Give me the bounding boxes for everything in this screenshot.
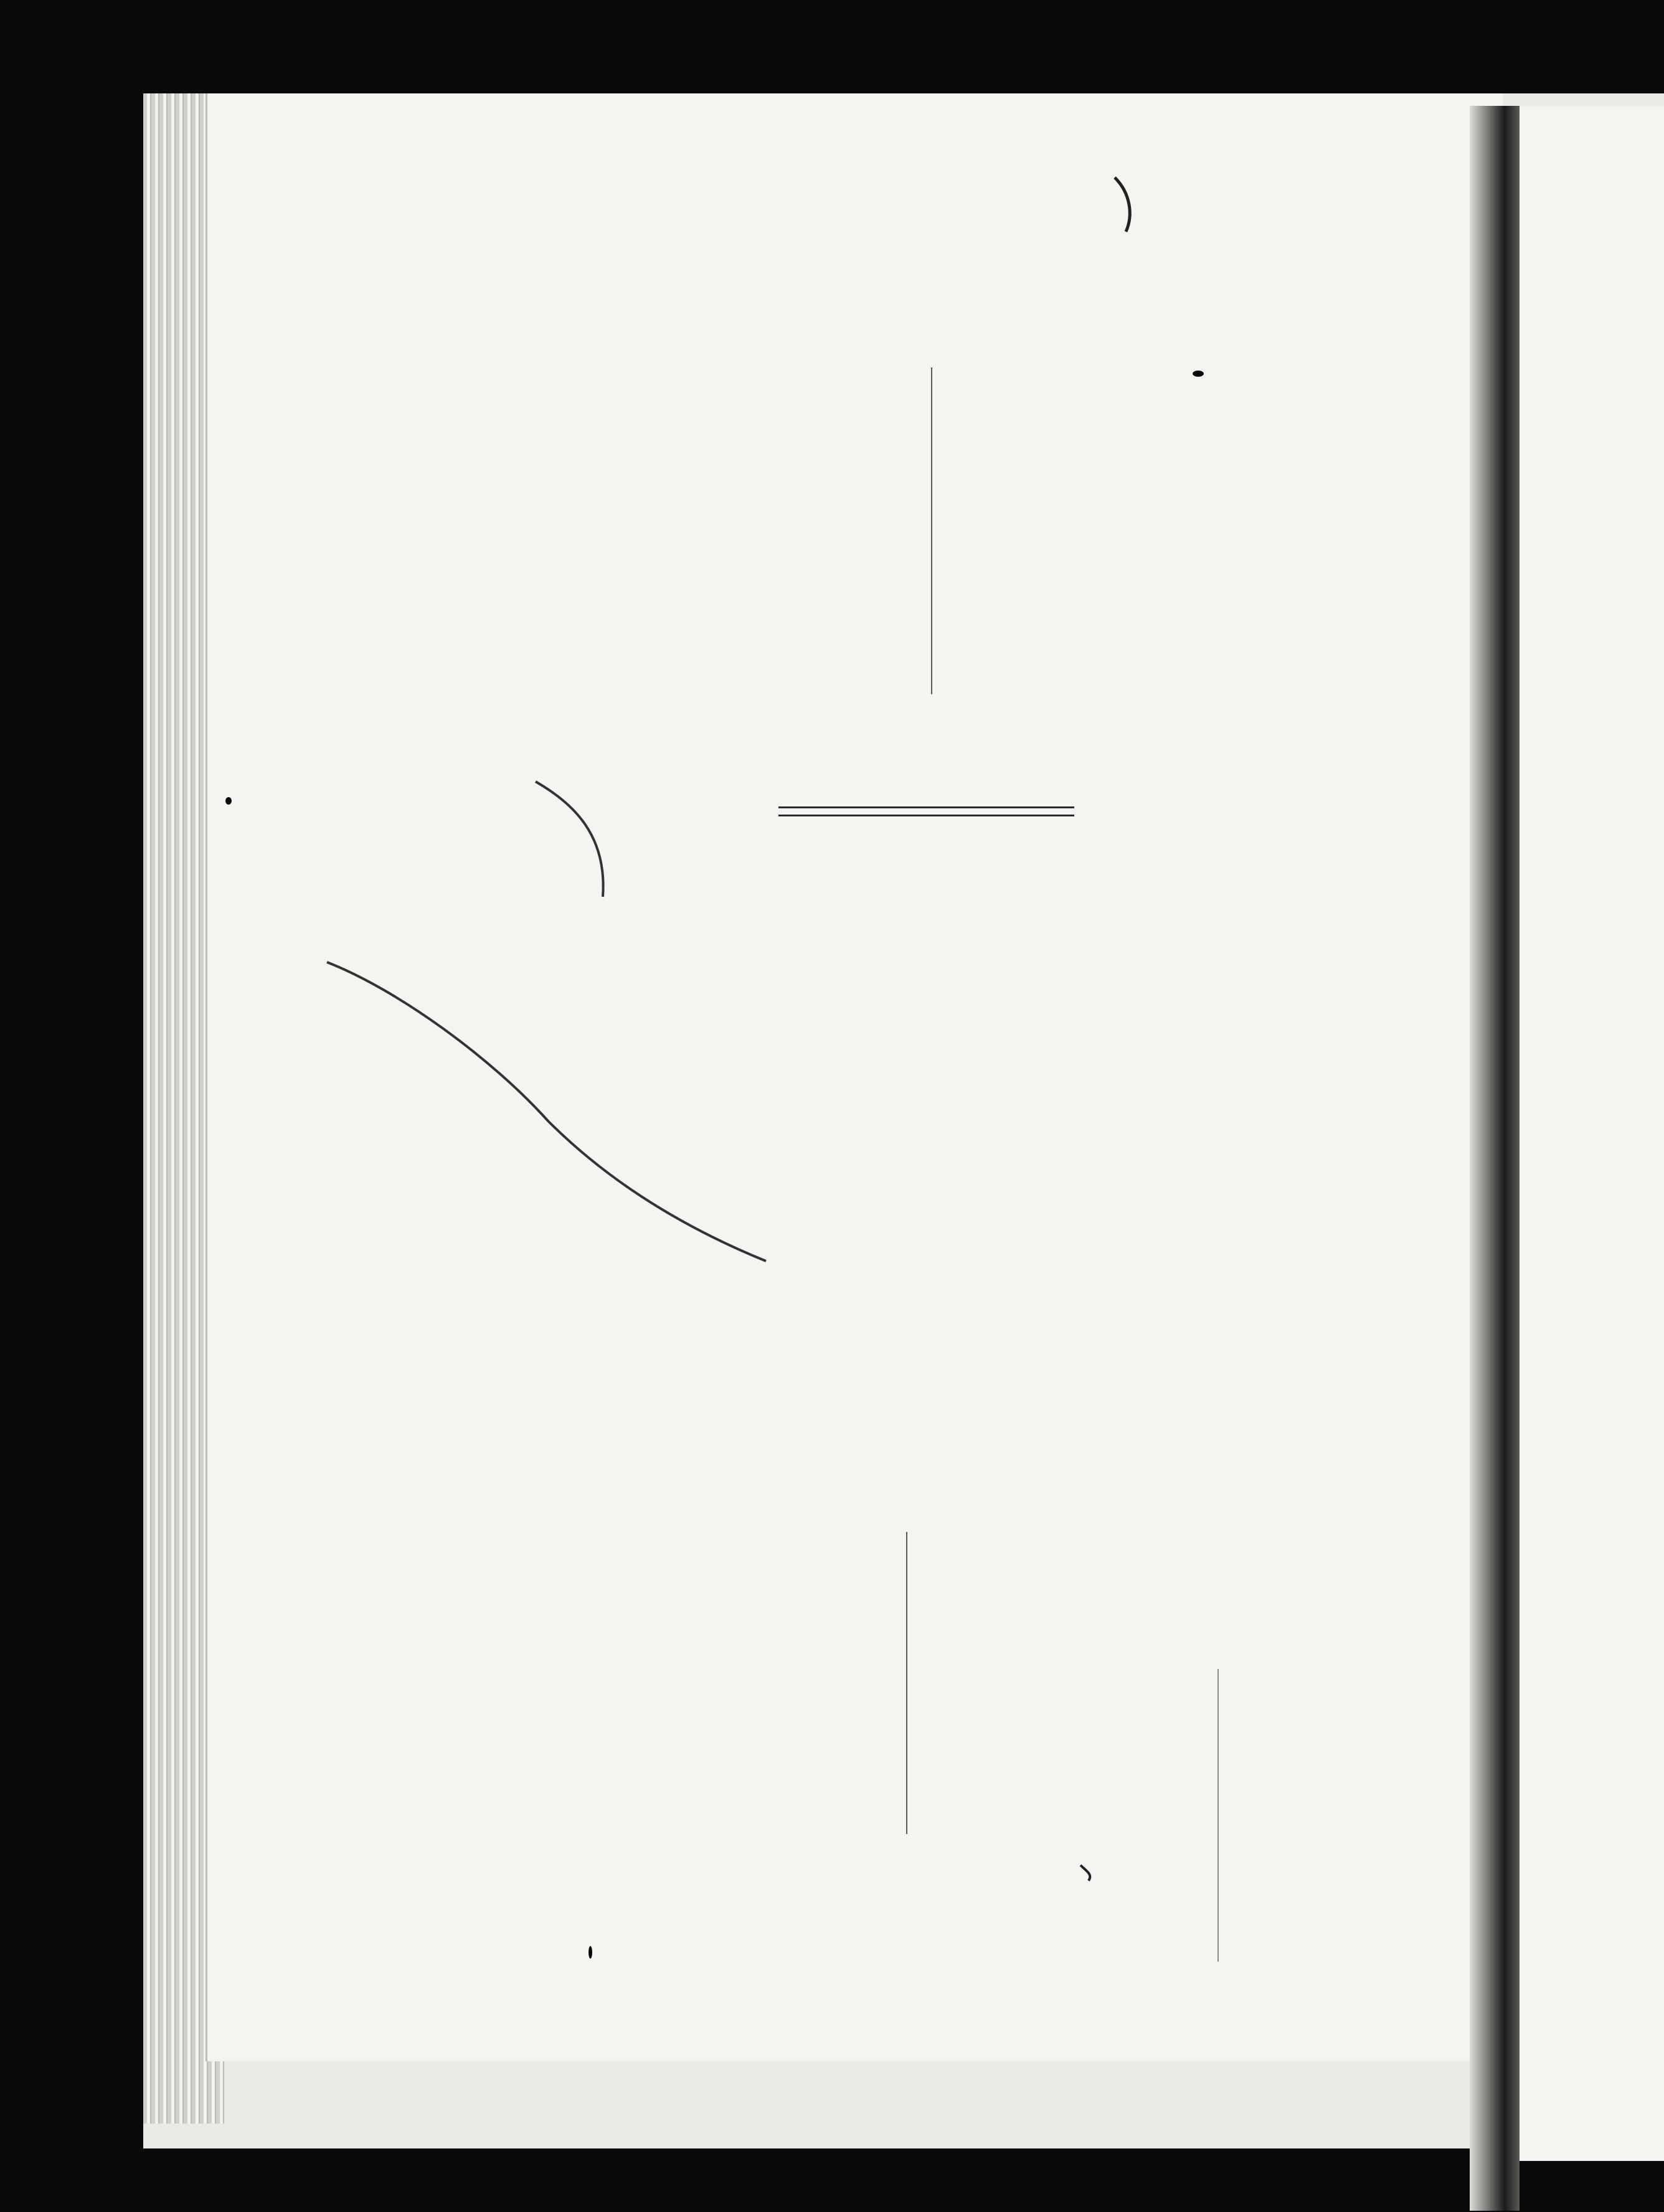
ink-spot (589, 1946, 592, 1959)
ink-spot (1193, 371, 1204, 377)
ink-spot (225, 797, 232, 805)
